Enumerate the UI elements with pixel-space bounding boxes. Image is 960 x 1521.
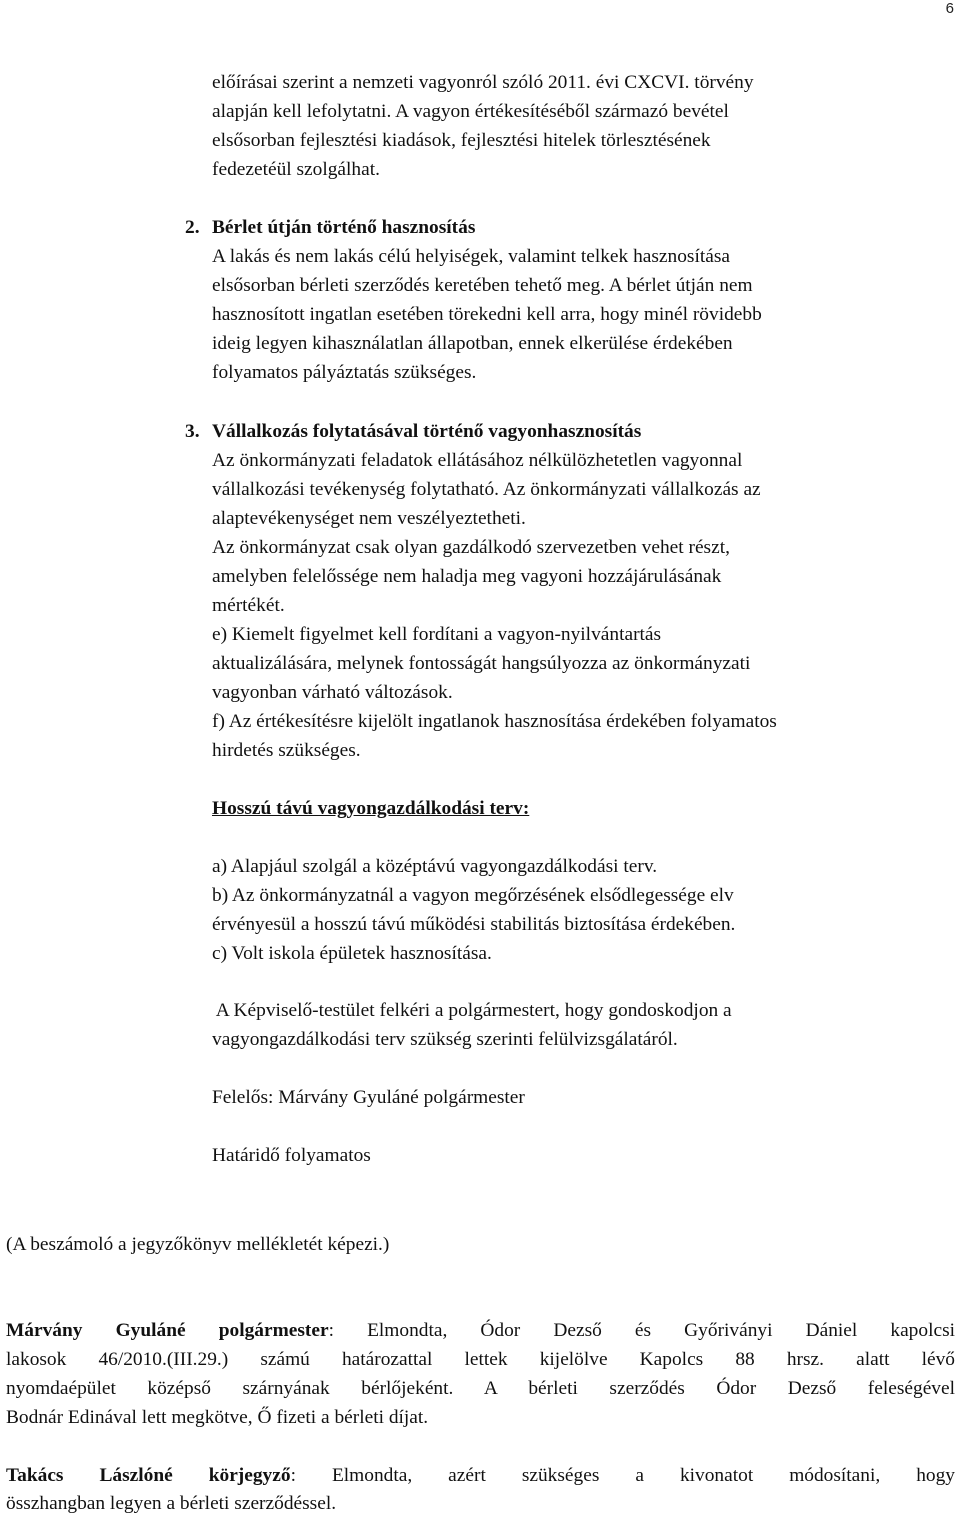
statement-1-text: Elmondta, Ódor Dezső és Győriványi Dániel kapolcsi: [367, 1320, 955, 1341]
intro-line: előírásai szerint a nemzeti vagyonról szóló 2011. évi CXCVI. törvény: [212, 72, 754, 93]
section-3-heading: [185, 422, 641, 441]
section-2-line: elsősorban bérleti szerződés keretében tehető meg. A bérlet útján nem: [212, 275, 753, 296]
responsible: Felelős: Márvány Gyuláné polgármester: [212, 1087, 525, 1108]
section-3-line: mértékét.: [212, 595, 285, 616]
section-3-number: 3.: [185, 421, 200, 442]
longterm-line: b) Az önkormányzatnál a vagyon megőrzésének elsődlegessége elv: [212, 885, 734, 906]
section-3-line: amelyben felelőssége nem haladja meg vagyoni hozzájárulásának: [212, 566, 722, 587]
longterm-line: c) Volt iskola épületek hasznosítása.: [212, 943, 492, 964]
statement-2-line: összhangban legyen a bérleti szerződéssel.: [6, 1493, 337, 1514]
statement-2-text: Elmondta, azért szükséges a kivonatot módosítani, hogy: [331, 1465, 955, 1486]
resolution-line: vagyongazdálkodási terv szükség szerinti felülvizsgálatáról.: [212, 1029, 678, 1050]
intro-line: alapján kell lefolytatni. A vagyon értékesítéséből származó bevétel: [212, 101, 729, 122]
section-3-line: vállalkozási tevékenység folytatható. Az önkormányzati vállalkozás az: [212, 479, 761, 500]
section-2-number: 2.: [185, 217, 200, 238]
statement-1-line: nyomdaépület középső szárnyának bérlőjeként. A bérleti szerződés Ódor Dezső feleségével: [6, 1378, 955, 1399]
deadline: Határidő folyamatos: [212, 1145, 371, 1166]
statement-1-line: [6, 1321, 955, 1340]
statement-1-speaker: Márvány Gyuláné polgármester: [6, 1320, 329, 1341]
section-3-line: hirdetés szükséges.: [212, 740, 361, 761]
section-3-line: alaptevékenységet nem veszélyeztetheti.: [212, 508, 526, 529]
section-2-line: hasznosított ingatlan esetében törekedni kell arra, hogy minél rövidebb: [212, 304, 762, 325]
statement-2-speaker: Takács Lászlóné körjegyző: [6, 1465, 291, 1486]
section-2-line: folyamatos pályáztatás szükséges.: [212, 362, 477, 383]
longterm-line: érvényesül a hosszú távú működési stabilitás biztosítása érdekében.: [212, 914, 736, 935]
annex-note: (A beszámoló a jegyzőkönyv mellékletét képezi.): [6, 1234, 390, 1255]
longterm-heading: Hosszú távú vagyongazdálkodási terv:: [212, 798, 530, 819]
longterm-line: a) Alapjául szolgál a középtávú vagyongazdálkodási terv.: [212, 856, 658, 877]
statement-1-line: Bodnár Edinával lett megkötve, Ő fizeti a bérleti díjat.: [6, 1407, 429, 1428]
section-2-line: A lakás és nem lakás célú helyiségek, valamint telkek hasznosítása: [212, 246, 730, 267]
statement-2-line: [6, 1466, 955, 1485]
section-3-line: Az önkormányzat csak olyan gazdálkodó szervezetben vehet részt,: [212, 537, 730, 558]
section-3-line: Az önkormányzati feladatok ellátásához nélkülözhetetlen vagyonnal: [212, 450, 743, 471]
section-2-heading: [185, 218, 475, 237]
section-2-title: Bérlet útján történő hasznosítás: [212, 217, 476, 238]
section-2-line: ideig legyen kihasználatlan állapotban, ennek elkerülése érdekében: [212, 333, 733, 354]
statement-1-line: lakosok 46/2010.(III.29.) számú határozattal lettek kijelölve Kapolcs 88 hrsz. alatt lévő: [6, 1349, 955, 1370]
resolution-line: A Képviselő-testület felkéri a polgármestert, hogy gondoskodjon a: [212, 1000, 732, 1021]
section-3-line: f) Az értékesítésre kijelölt ingatlanok hasznosítása érdekében folyamatos: [212, 711, 777, 732]
page-number: 6: [945, 0, 954, 17]
section-3-line: e) Kiemelt figyelmet kell fordítani a vagyon-nyilvántartás: [212, 624, 662, 645]
intro-line: elsősorban fejlesztési kiadások, fejlesztési hitelek törlesztésének: [212, 130, 711, 151]
section-3-title: Vállalkozás folytatásával történő vagyonhasznosítás: [212, 421, 642, 442]
section-3-line: vagyonban várható változások.: [212, 682, 453, 703]
intro-line: fedezetéül szolgálhat.: [212, 159, 380, 180]
statement-1-separator: :: [328, 1320, 368, 1341]
statement-2-separator: :: [290, 1465, 332, 1486]
section-3-line: aktualizálására, melynek fontosságát hangsúlyozza az önkormányzati: [212, 653, 751, 674]
